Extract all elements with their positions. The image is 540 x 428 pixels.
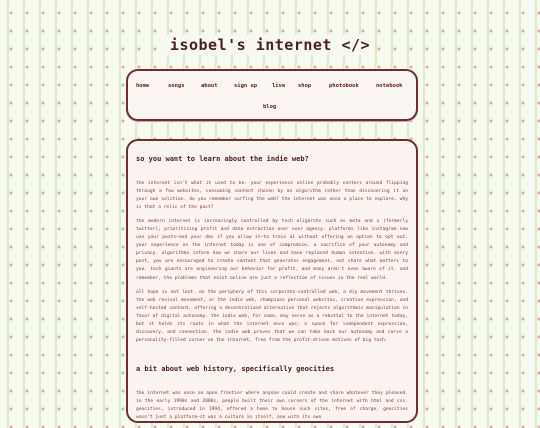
nav-sign-up[interactable]: sign up [234,83,258,89]
nav-about[interactable]: about [201,83,218,89]
paragraph: the modern internet is increasingly controlled by tech oligarchs such as meta and x (formerly twitter), prioritizing profit and data extraction over user agency. platforms like instagram now use your posts—and your dms if you allow it—to train ai without offering an option to opt out. your experience on the internet today is one of compromise, a sacrifice of your autonomy and privacy. algorithms inform how we share our lives and have replaced human intention. with every post, you are encouraged to create content that generates engagement, not share what matters to you. tech giants are engineering our behavior for profit, and many aren't even aware of it. and remember, the problems that exist online are just a reflection of issues in the real world. [136,219,408,281]
nav-home[interactable]: home [136,83,150,89]
article-body [136,155,408,428]
nav-shop[interactable]: shop [298,83,312,89]
nav-songs[interactable]: songs [168,83,185,89]
nav-live[interactable]: live [272,83,286,89]
nav-notebook[interactable]: notebook [376,83,403,89]
paragraph: all hope is not lost. on the periphery of this corporate-controlled web, a diy movement thrives. the web revival movement, or the indie web, champions personal websites, creative expression, and self-hosted content, offering a decentralized alternative that rejects algorithmic manipulation in favor of digital autonomy. the indie web, for some, may serve as a rebuttal to the internet today, but it holds its roots in what the internet once was: a space for independent expression, discovery, and connection. the indie web proves that we can take back our autonomy and carve a personality-filled corner on the internet, free from the profit-driven motives of big tech. [136,289,408,343]
site-title: isobel's internet </> [0,36,540,54]
article-panel [126,139,418,423]
nav-bar [126,69,418,121]
section-heading-indie-web: so you want to learn about the indie web? [136,155,309,163]
nav-photobook[interactable]: photobook [329,83,359,89]
paragraph: the internet was once an open frontier where anyone could create and share whatever they pleased. in the early 1990s and 2000s, people built their own corners of the internet with html and css. geocities, introduced in 1994, offered a home to house such sites, free of charge. geocities wasn't just a platform—it was a culture in itself, one with its own [136,390,408,421]
section-heading-web-history: a bit about web history, specifically geocities [136,364,335,373]
nav-blog[interactable]: blog [263,104,277,110]
paragraph: the internet isn't what it used to be. your experience online probably centers around flipping through a few websites, consuming content chosen by an algorithm rather than discovering it on your own volition. do you remember surfing the web? the internet was once a place to explore. why is that a relic of the past? [136,181,408,211]
